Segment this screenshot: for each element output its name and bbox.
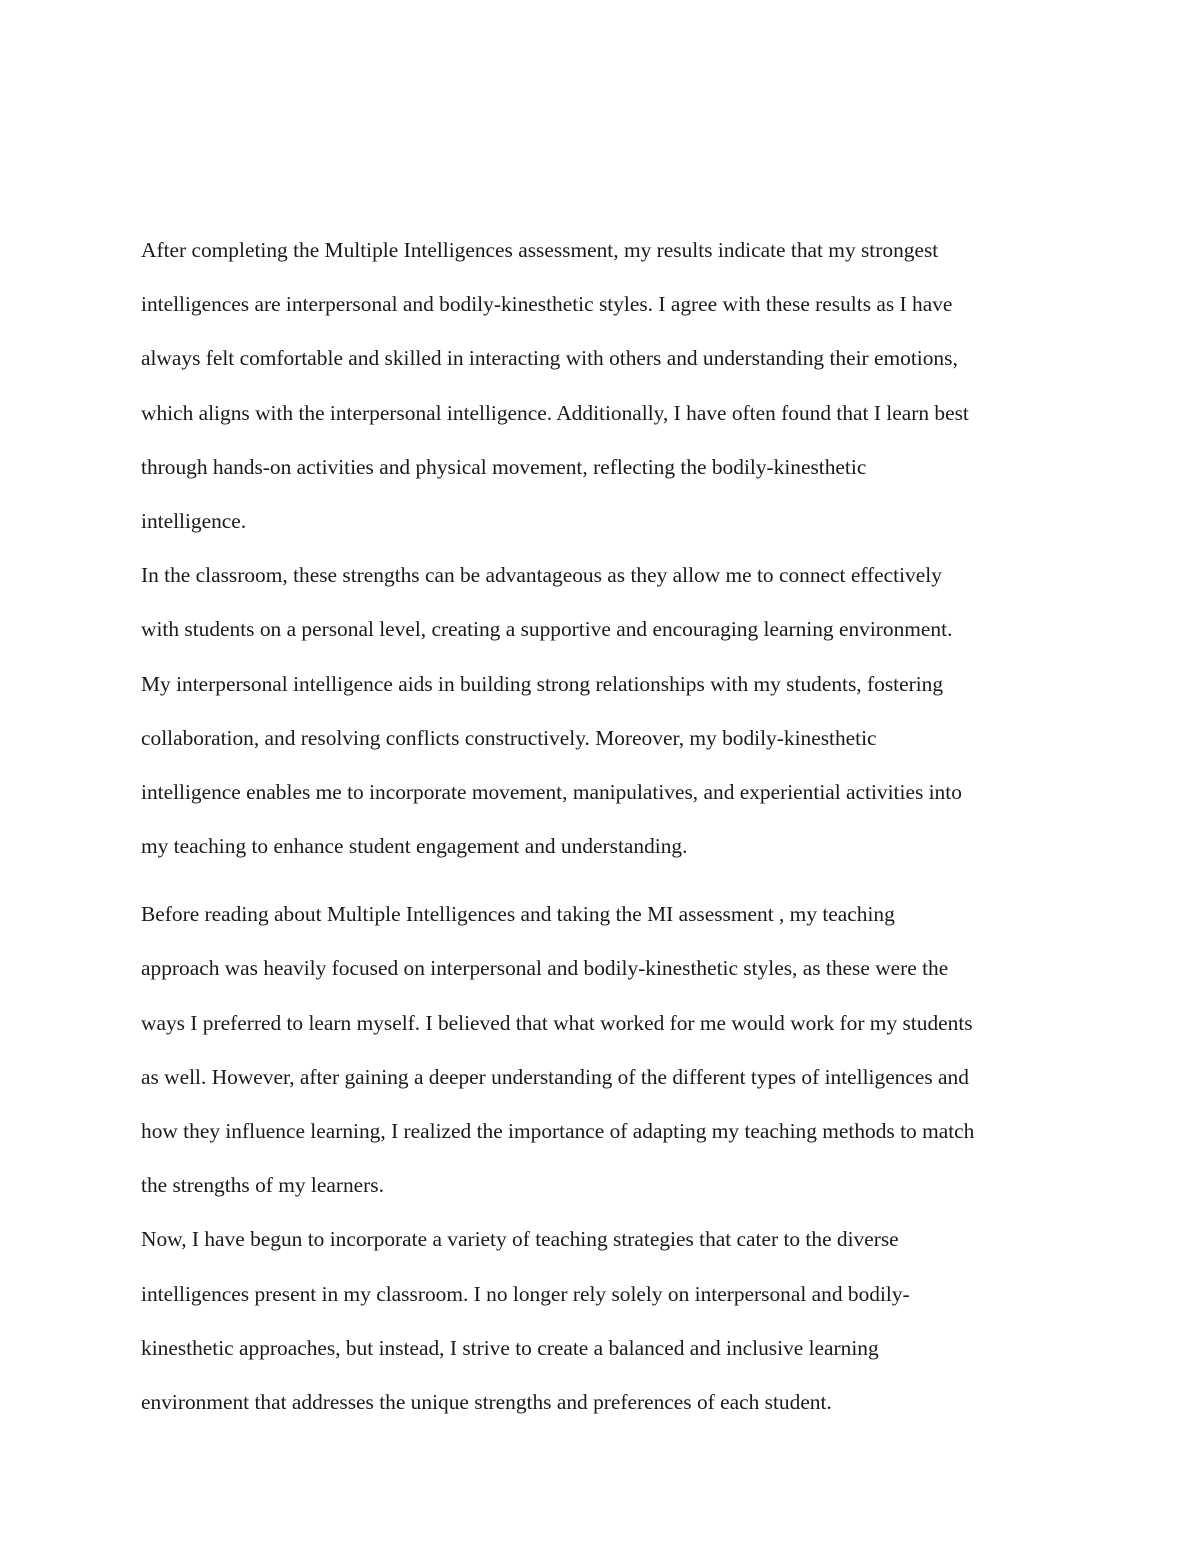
- text-line: the strengths of my learners.: [141, 1173, 384, 1198]
- text-line: my teaching to enhance student engagement and understanding.: [141, 834, 688, 859]
- text-line: how they influence learning, I realized the importance of adapting my teaching methods to match: [141, 1119, 975, 1143]
- text-line: My interpersonal intelligence aids in building strong relationships with my students, fostering: [141, 671, 944, 696]
- text-line: ways I preferred to learn myself. I believed that what worked for me would work for my students: [141, 1010, 973, 1035]
- paragraph-3: [141, 887, 1071, 1212]
- text-line: as well. However, after gaining a deeper understanding of the different types of intelligences and: [141, 1064, 969, 1089]
- text-line: kinesthetic approaches, but instead, I strive to create a balanced and inclusive learning: [141, 1335, 879, 1360]
- text-line: with students on a personal level, creating a supportive and encouraging learning environment.: [141, 617, 953, 642]
- document-body: [141, 223, 1071, 1429]
- text-line: After completing the Multiple Intelligences assessment, my results indicate that my strongest: [141, 238, 939, 262]
- text-line: collaboration, and resolving conflicts constructively. Moreover, my bodily-kinesthetic: [141, 725, 877, 750]
- text-line: intelligence.: [141, 508, 247, 533]
- paragraph-spacer: [141, 873, 1071, 887]
- text-line: intelligences present in my classroom. I no longer rely solely on interpersonal and bodily-: [141, 1281, 910, 1306]
- text-line: approach was heavily focused on interpersonal and bodily-kinesthetic styles, as these were the: [141, 956, 949, 981]
- text-line: In the classroom, these strengths can be advantageous as they allow me to connect effectively: [141, 563, 942, 588]
- text-line: always felt comfortable and skilled in interacting with others and understanding their emotions,: [141, 346, 958, 371]
- text-line: Before reading about Multiple Intelligences and taking the MI assessment , my teaching: [141, 902, 895, 927]
- text-line: environment that addresses the unique strengths and preferences of each student.: [141, 1389, 832, 1414]
- text-line: through hands-on activities and physical movement, reflecting the bodily-kinesthetic: [141, 454, 867, 479]
- text-line: intelligence enables me to incorporate movement, manipulatives, and experiential activities into: [141, 779, 962, 804]
- text-line: Now, I have begun to incorporate a variety of teaching strategies that cater to the diverse: [141, 1227, 899, 1252]
- text-line: intelligences are interpersonal and bodily-kinesthetic styles. I agree with these results as I have: [141, 292, 953, 317]
- paragraph-4: [141, 1212, 1071, 1429]
- text-line: which aligns with the interpersonal intelligence. Additionally, I have often found that I learn best: [141, 400, 969, 425]
- paragraph-2: [141, 548, 1071, 873]
- paragraph-1: [141, 223, 1071, 548]
